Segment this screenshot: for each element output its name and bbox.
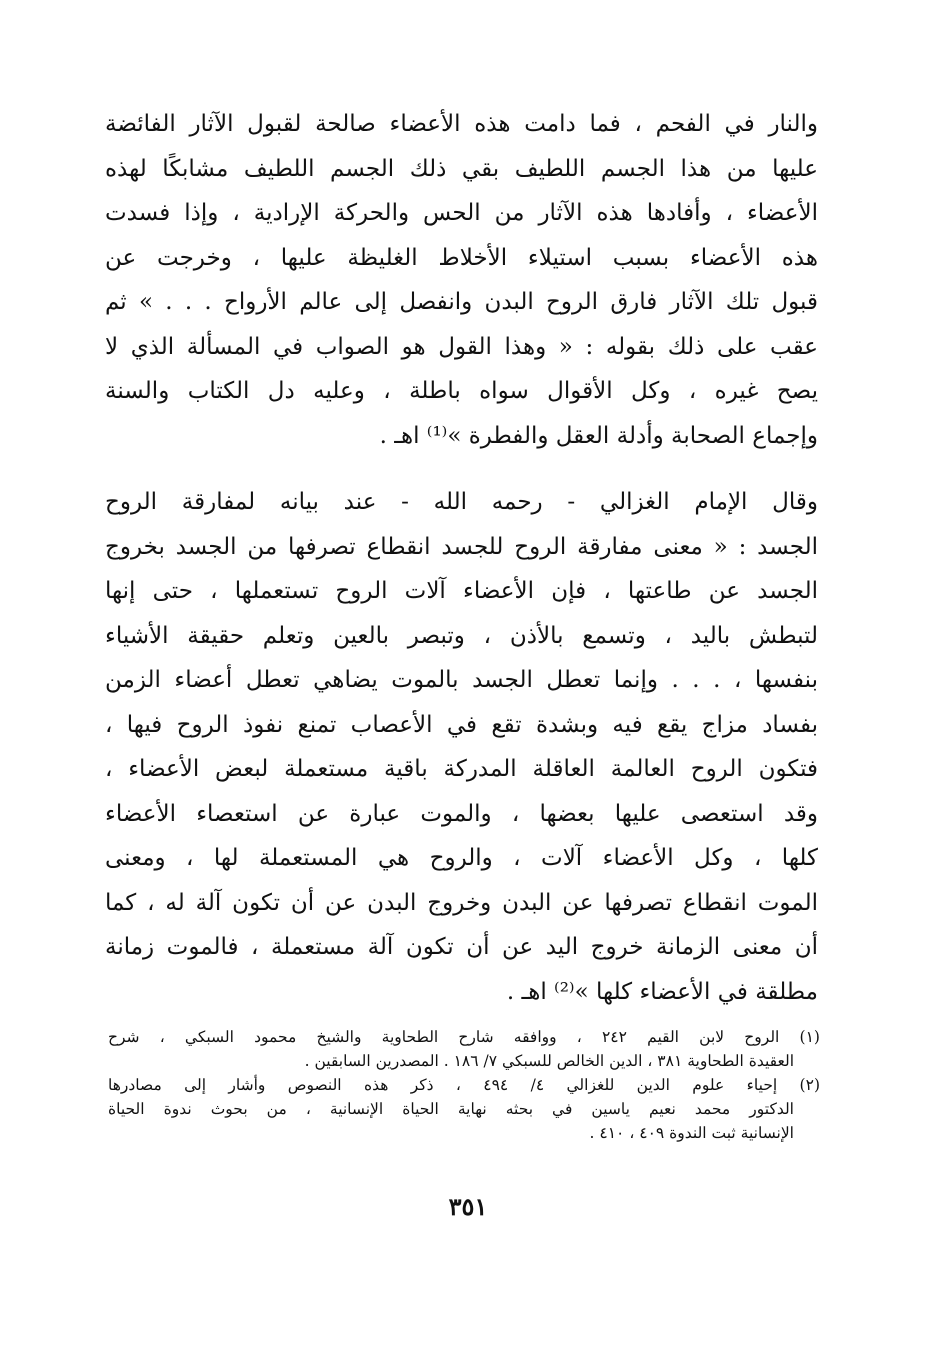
text-line: قبول تلك الآثار فارق الروح البدن وانفصل إلى عالم الأرواح . . . » ثم (105, 289, 818, 315)
text-line: بفساد مزاج يقع فيه وبشدة تقع في الأعصاب تمنع نفوذ الروح فيها ، (105, 711, 818, 738)
text-line: الجسد : « معنى مفارقة الروح للجسد انقطاع تصرفها من الجسد بخروج (105, 533, 818, 560)
text-line: فتكون الروح العالمة العاقلة المدركة باقية مستعملة لبعض الأعضاء ، (105, 756, 818, 782)
paragraph-ibn-alqayyim-quote (105, 102, 818, 458)
text-line: كلها ، وكل الأعضاء آلات ، والروح هي المستعملة لها ، ومعنى (105, 845, 818, 871)
text-line: الجسد عن طاعتها ، فإن الأعضاء آلات الروح تستعملها ، حتى إنها (105, 578, 818, 604)
footnote-1-line: العقيدة الطحاوية ٣٨١ ، الدين الخالص للسبكي ٧/ ١٨٦ . المصدرين السابقين . (304, 1052, 794, 1070)
text-line: مطلقة في الأعضاء كلها »⁽²⁾ اهـ . (506, 978, 818, 1005)
text-line: عقب على ذلك بقوله : « وهذا القول هو الصواب في المسألة الذي لا (105, 333, 818, 360)
footnote-2-line: الإنسانية ثبت الندوة ٤٠٩ ، ٤١٠ . (589, 1124, 794, 1142)
footnote-2-line: الدكتور محمد نعيم ياسين في بحثه نهاية الحياة الإنسانية ، من بحوث ندوة الحياة (108, 1100, 794, 1118)
text-line: الأعضاء ، وأفادها هذه الآثار من الحس والحركة الإرادية ، وإذا فسدت (105, 200, 818, 226)
text-line: الموت انقطاع تصرفها عن البدن وخروج البدن عن أن تكون آلة له ، كما (105, 889, 818, 916)
footnote-1-line: (١) الروح لابن القيم ٢٤٢ ، ووافقه شارح الطحاوية والشيخ محمود السبكي ، شرح (108, 1028, 820, 1046)
text-line: وقال الإمام الغزالي - رحمه الله - عند بيانه لمفارقة الروح (105, 489, 818, 515)
text-line: يصح غيره ، وكل الأقوال سواه باطلة ، وعليه دل الكتاب والسنة (105, 378, 818, 404)
text-line: وإجماع الصحابة وأدلة العقل والفطرة »⁽¹⁾ اهـ . (379, 422, 818, 449)
text-line: لتبطش باليد ، وتسمع بالأذن ، وتبصر بالعين وتعلم حقيقة الأشياء (105, 622, 818, 649)
text-line: بنفسها ، . . . وإنما تعطل الجسد بالموت يضاهي تعطل أعضاء الزمن (105, 667, 818, 693)
text-line: وقد استعصى عليها بعضها ، والموت عبارة عن استعصاء الأعضاء (105, 800, 818, 827)
text-line: والنار في الفحم ، فما دامت هذه الأعضاء صالحة لقبول الآثار الفائضة (105, 111, 818, 137)
text-line: أن معنى الزمانة خروج اليد عن أن تكون آلة مستعملة ، فالموت زمانة (105, 934, 818, 960)
text-line: عليها من هذا الجسم اللطيف بقي ذلك الجسم اللطيف مشابكًا لهذه (105, 155, 818, 182)
footnote-2-line: (٢) إحياء علوم الدين للغزالي ٤/ ٤٩٤ ، ذكر هذه النصوص وأشار إلى مصادرها (108, 1076, 820, 1094)
footnotes (108, 1025, 820, 1145)
page-number: ٣٥١ (448, 1192, 488, 1221)
text-line: هذه الأعضاء بسبب استيلاء الأخلاط الغليظة عليها ، وخرجت عن (105, 244, 818, 271)
paragraph-ghazali-quote (105, 480, 818, 1014)
